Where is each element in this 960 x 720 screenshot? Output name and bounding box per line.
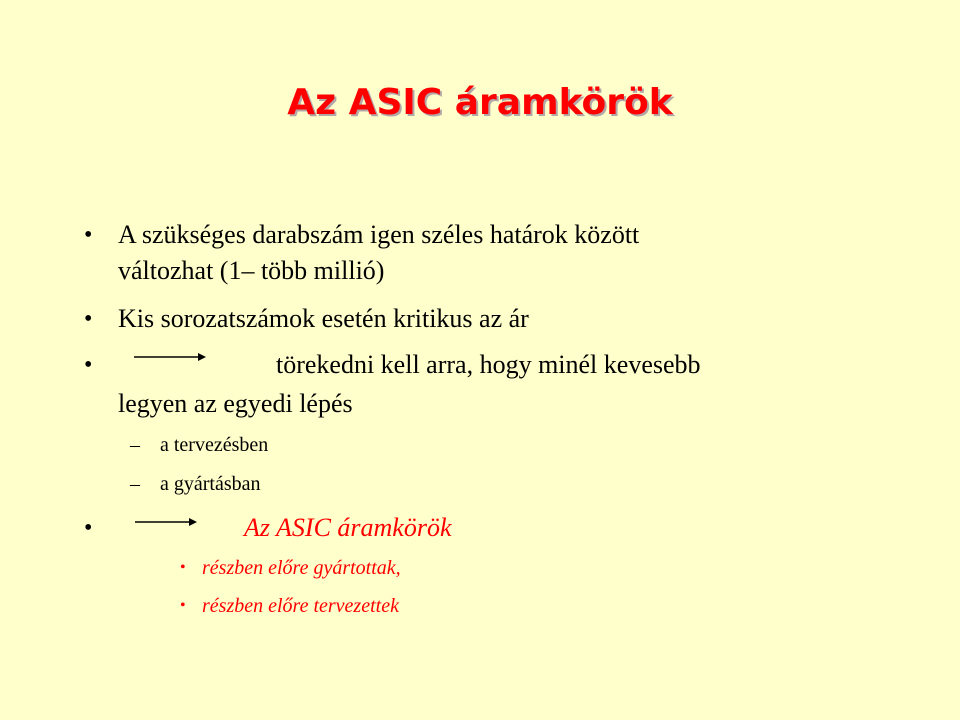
bullet-marker: • (84, 515, 93, 541)
bullet-1-line-2: változhat (1– több millió) (118, 256, 385, 285)
bullet-2-text: Kis sorozatszámok esetén kritikus az ár (118, 304, 529, 333)
sub-item-gyartas: a gyártásban (160, 473, 261, 495)
sub-dash: – (130, 473, 140, 495)
sub-item-gyartottak: részben előre gyártottak, (202, 557, 401, 579)
bullet-marker: • (84, 306, 93, 332)
bullet-1-line-1: A szükséges darabszám igen széles határok között (118, 220, 640, 249)
sub-item-tervezettek: részben előre tervezettek (202, 595, 399, 617)
sub-item-tervezes: a tervezésben (160, 434, 269, 456)
right-arrow-icon (135, 515, 197, 529)
right-arrow-icon (134, 350, 206, 364)
bullet-3-line-1: törekedni kell arra, hogy minél kevesebb (276, 350, 701, 379)
bullet-marker: • (84, 222, 93, 248)
bullet-3-line-2: legyen az egyedi lépés (118, 389, 353, 418)
slide-title: Az ASIC áramkörök (287, 82, 673, 123)
red-bullet-marker: • (180, 597, 186, 614)
bullet-marker: • (84, 352, 93, 378)
sub-dash: – (130, 434, 140, 456)
red-bullet-marker: • (180, 559, 186, 576)
bullet-4-text: Az ASIC áramkörök (244, 513, 452, 542)
